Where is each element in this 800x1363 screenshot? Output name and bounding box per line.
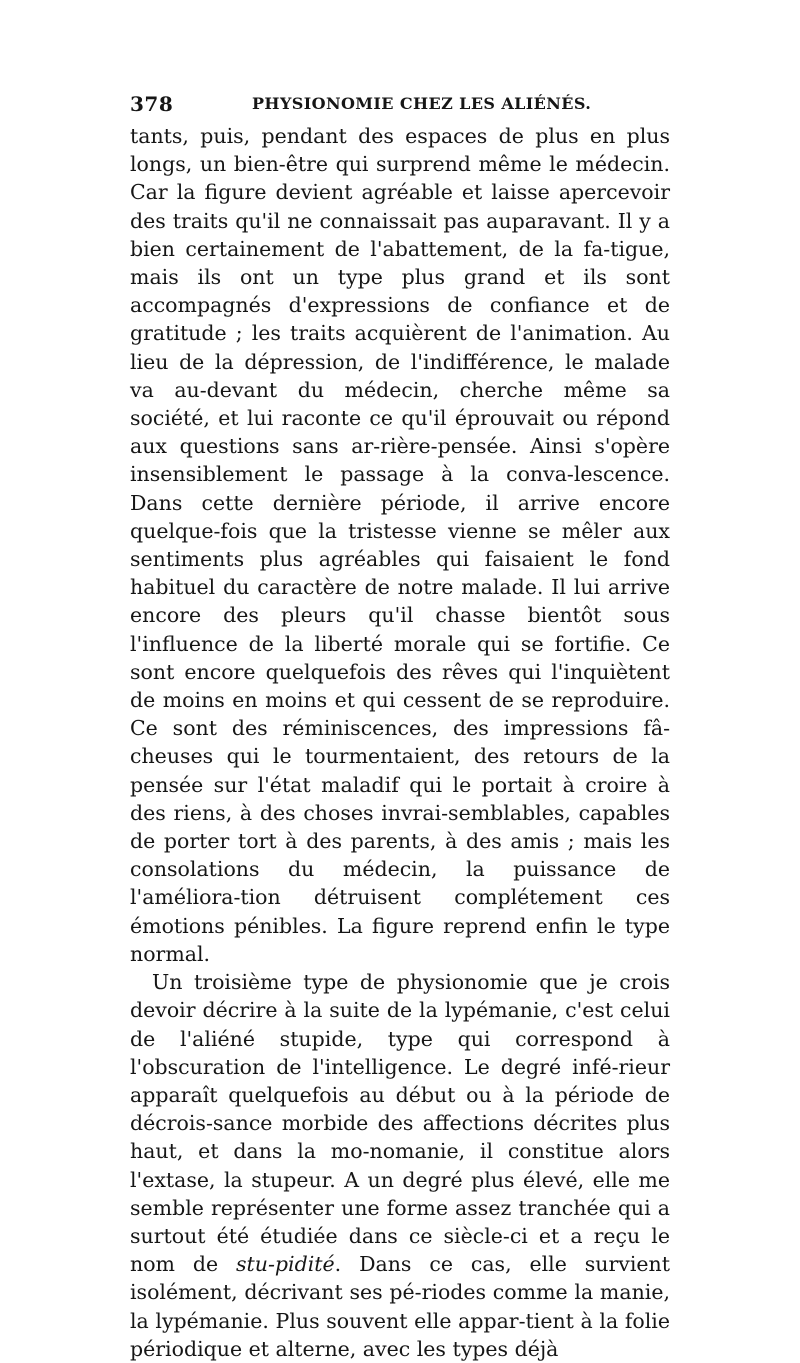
page-number: 378 [130, 92, 174, 116]
running-header [130, 92, 670, 122]
paragraph-1: tants, puis, pendant des espaces de plus en plus longs, un bien-être qui surprend même le médecin. Car la figure devient agréable et laisse apercevoir des traits qu'il ne connaissait pas auparavant. Il y a bien certainement de l'abattement, de la fa-tigue, mais ils ont un type plus grand et ils sont accompagnés d'expressions de confiance et de gratitude ; les traits acquièrent de l'animation. Au lieu de la dépression, de l'indifférence, le malade va au-devant du médecin, cherche même sa société, et lui raconte ce qu'il éprouvait ou répond aux questions sans ar-rière-pensée. Ainsi s'opère insensiblement le passage à la conva-lescence. Dans cette dernière période, il arrive encore quelque-fois que la tristesse vienne se mêler aux sentiments plus agréables qui faisaient le fond habituel du caractère de notre malade. Il lui arrive encore des pleurs qu'il chasse bientôt sous l'influence de la liberté morale qui se fortifie. Ce sont encore quelquefois des rêves qui l'inquiètent de moins en moins et qui cessent de se reproduire. Ce sont des réminiscences, des impressions fâ-cheuses qui le tourmentaient, des retours de la pensée sur l'état maladif qui le portait à croire à des riens, à des choses invrai-semblables, capables de porter tort à des parents, à des amis ; mais les consolations du médecin, la puissance de l'améliora-tion détruisent complétement ces émotions pénibles. La figure reprend enfin le type normal. [130, 124, 670, 966]
italic-term-stupidite: stu-pidité [236, 1252, 335, 1277]
paragraph-2 [130, 968, 670, 1363]
body-text [130, 122, 670, 1363]
paragraph-2-text-start: Un troisième type de physionomie que je crois devoir décrire à la suite de la lypémanie, c'est celui de l'aliéné stupide, type qui correspond à l'obscuration de l'intelligence. Le degré infé-rieur apparaît quelquefois au début ou à la période de décrois-sance morbide des affections décrites plus haut, et dans la mo-nomanie, il constitue alors l'extase, la stupeur. A un degré plus élevé, elle me semble représenter une forme assez tranchée qui a surtout été étudiée dans ce siècle-ci et a reçu le nom de [130, 970, 670, 1277]
book-page [130, 92, 670, 1363]
paragraph-2-text-end: . Dans ce cas, elle survient isolément, décrivant ses pé-riodes comme la manie, la lypémanie. Plus souvent elle appar-tient à la folie périodique et alterne, avec les types déjà [130, 1252, 670, 1361]
running-title: PHYSIONOMIE CHEZ LES ALIÉNÉS. [252, 94, 592, 113]
